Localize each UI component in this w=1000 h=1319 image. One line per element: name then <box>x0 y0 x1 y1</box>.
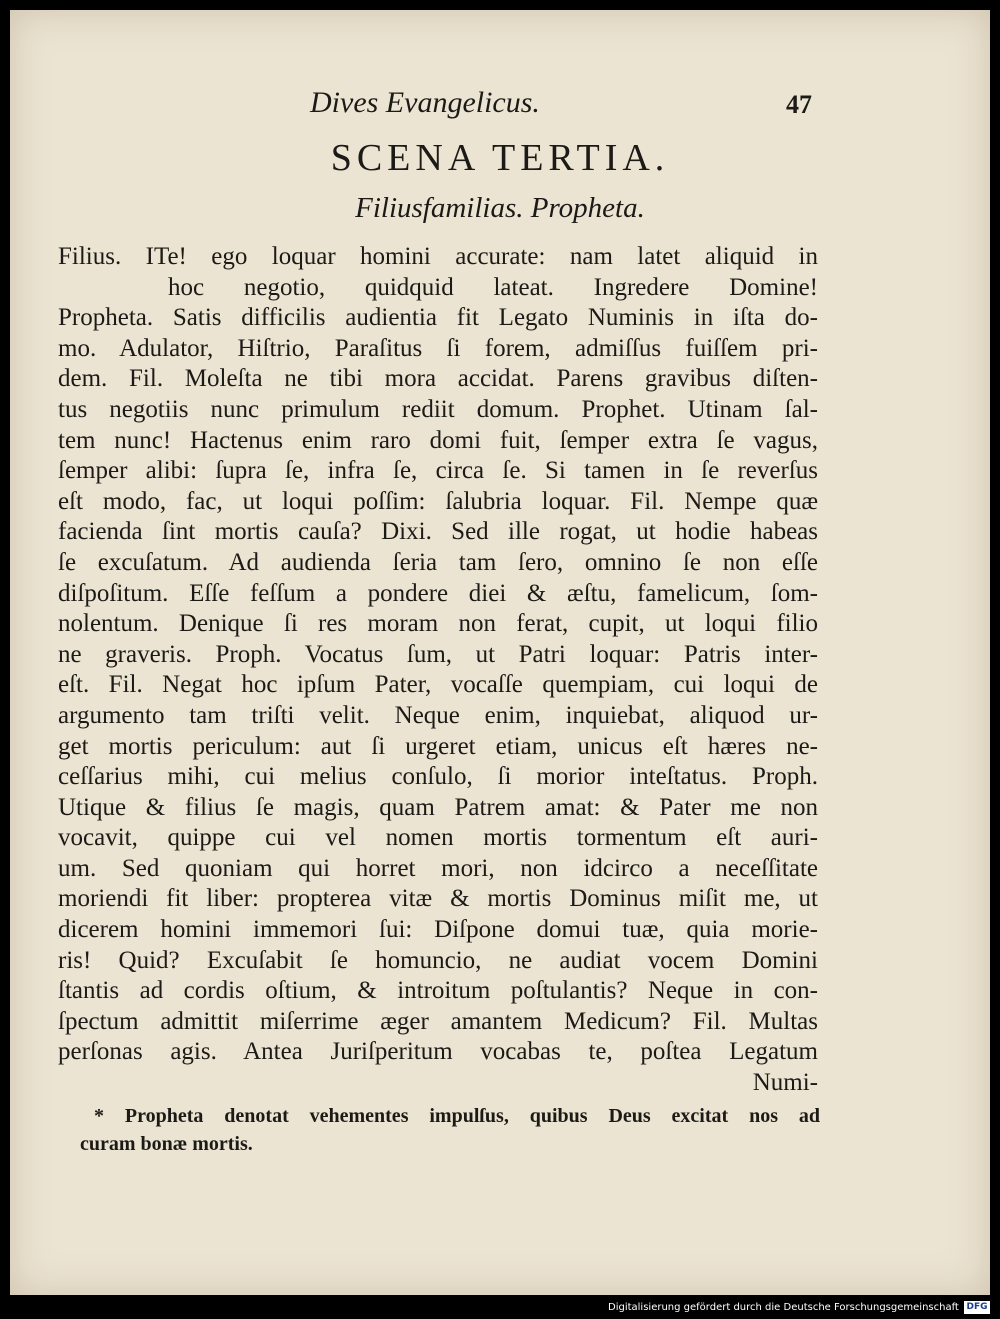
footnote-line: curam bonæ mortis. <box>80 1133 253 1155</box>
text-line: argumento tam triſti velit. Neque enim, inquiebat, aliquod ur- <box>58 701 818 729</box>
text-line: get mortis periculum: aut ſi urgeret etiam, unicus eſt hæres ne- <box>58 732 818 760</box>
text-line: moriendi fit liber: propterea vitæ & mortis Dominus miſit me, ut <box>58 885 818 913</box>
text-line: tus negotiis nunc primulum rediit domum. Prophet. Utinam ſal- <box>58 395 818 423</box>
text-line: ſemper alibi: ſupra ſe, infra ſe, circa ſe. Si tamen in ſe reverſus <box>58 457 818 485</box>
text-line: tem nunc! Hactenus enim raro domi fuit, ſemper extra ſe vagus, <box>58 426 818 454</box>
text-line: Filius. ITe! ego loquar homini accurate: nam latet aliquid in <box>58 243 818 270</box>
text-line: ſe excuſatum. Ad audienda ſeria tam ſero, omnino ſe non eſſe <box>58 548 818 576</box>
text-line: ſtantis ad cordis oſtium, & introitum poſtulantis? Neque in con- <box>58 977 818 1005</box>
text-line: ceſſarius mihi, cui melius conſulo, ſi morior inteſtatus. Proph. <box>58 763 818 791</box>
text-line: eſt. Fil. Negat hoc ipſum Pater, vocaſſe quempiam, cui loqui de <box>58 671 818 699</box>
footnote-line: * Propheta denotat vehementes impulſus, quibus Deus excitat nos ad <box>94 1105 820 1127</box>
footnote <box>80 1102 820 1158</box>
text-line: mo. Adulator, Hiſtrio, Paraſitus ſi forem, admiſſus fuiſſem pri- <box>58 334 818 362</box>
scene-subtitle: Filiusfamilias. Propheta. <box>355 192 645 224</box>
running-title: Dives Evangelicus. <box>310 86 540 119</box>
text-line: hoc negotio, quidquid lateat. Ingredere Domine! <box>168 273 818 301</box>
catchword: Numi- <box>752 1069 818 1097</box>
text-line: facienda ſint mortis cauſa? Dixi. Sed ille rogat, ut hodie habeas <box>58 518 818 546</box>
text-line: eſt modo, fac, ut loqui poſſim: ſalubria loquar. Fil. Nempe quæ <box>58 487 818 515</box>
text-line: nolentum. Denique ſi res moram non ferat, cupit, ut loqui filio <box>58 610 818 638</box>
text-line: Utique & filius ſe magis, quam Patrem amat: & Pater me non <box>58 793 818 821</box>
text-line: ſpectum admittit miſerrime æger amantem Medicum? Fil. Multas <box>58 1007 818 1035</box>
text-line: Propheta. Satis difficilis audientia fit Legato Numinis in iſta do- <box>58 304 818 332</box>
text-line: ne graveris. Proph. Vocatus ſum, ut Patri loquar: Patris inter- <box>58 640 818 668</box>
text-line: diſpoſitum. Eſſe feſſum a pondere diei & æſtu, famelicum, ſom- <box>58 579 818 607</box>
text-line: ris! Quid? Excuſabit ſe homuncio, ne audiat vocem Domini <box>58 946 818 974</box>
book-page <box>10 10 990 1295</box>
text-line: um. Sed quoniam qui horret mori, non idcirco a neceſſitate <box>58 854 818 882</box>
body-text <box>58 242 818 1099</box>
page-number: 47 <box>786 90 812 119</box>
dfg-logo: DFG <box>964 1301 990 1314</box>
text-line: perſonas agis. Antea Juriſperitum vocabas te, poſtea Legatum <box>58 1038 818 1066</box>
running-head <box>10 86 990 126</box>
text-line: dicerem homini immemori ſui: Diſpone domui tuæ, quia morie- <box>58 916 818 944</box>
text-line: dem. Fil. Moleſta ne tibi mora accidat. Parens gravibus diſten- <box>58 365 818 393</box>
digitization-credit: Digitalisierung gefördert durch die Deutsche Forschungsgemeinschaft <box>608 1302 959 1313</box>
text-line: vocavit, quippe cui vel nomen mortis tormentum eſt auri- <box>58 824 818 852</box>
scene-title: SCENA TERTIA. <box>330 137 670 179</box>
